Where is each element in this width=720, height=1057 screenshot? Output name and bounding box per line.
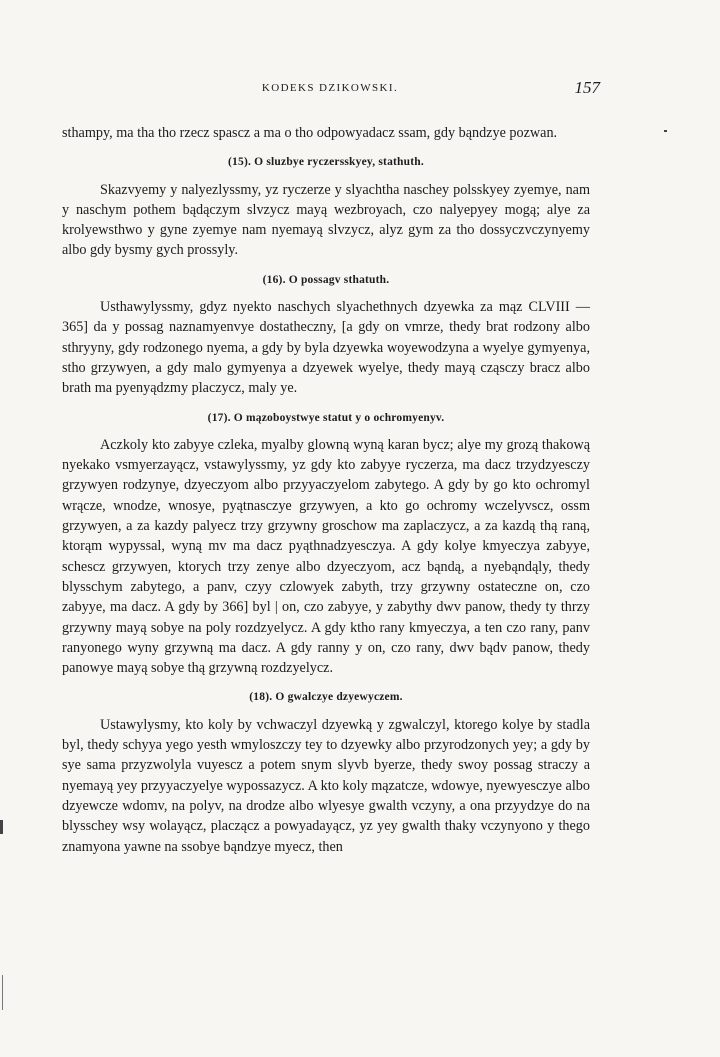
page-number: 157 xyxy=(574,78,600,97)
body-text xyxy=(62,123,590,857)
section-paragraph-16: Usthawylyssmy, gdyz nyekto naschych slyachethnych dzyewka za mąz CLVIII — 365] da y possag naznamyenvye dostatheczny, [a gdy on vmrze, thedy brat rodzony albo sthryyny, gdy rodzonego nyema, a gdy by byla dzyewka woyewodzyna a wyelye gymyenya, stho grzywyen, a gdy malo gymyenya a dzyewek wyelye, thedy mayą cząsczy bracz albo brath ma pyenyądzmy placzycz, maly ye. xyxy=(62,299,590,397)
section-paragraph-17: Aczkoly kto zabyye czleka, myalby glowną wyną karan bycz; alye my grozą thakową nyekako vsmyerzayącz, vstawylyssmy, yz gdy kto zabyye ryczerza, ma dacz trzydzyesczy grzywyen rodzynye, dzyeczyom albo przyyaczyelom zabytego. A gdy by go kto ochromyl wrącze, wnodze, wnosye, pyątnasczye grzywyen, a kto go ochromy wczelyvscz, ossm grzywyen, a za kazdy palyecz trzy grzywny groschow ma zaplaczycz, a za kazdą thą raną, ktorąm wypyssal, wyną mv ma dacz pyąthnadzyesczya. A gdy kolye kmyeczya zabyye, schescz grzywyen, ktorych trzy zenye albo dzyeczyom, acz bąndą, a nyebąndąly, thedy blysschym zabytego, a panv, czyy czlowyek zabyth, trzy grzywny ostateczne on, czo zabyye, ma dacz. A gdy by 366] byl | on, czo zabyye, y zabythy dwv panow, thedy ty thrzy grzywny mayą sobye na poly rozdzyelycz. A gdy ktho rany kmyeczya, a ten czo rany, panv ranyonego wyny grzywną ma dacz. A gdy ranny y on, czo rany, dwv bądv panow, thedy panowye mayą sobye thą grzywną rozdzyelycz. xyxy=(62,436,590,677)
section-paragraph-15: Skazvyemy y nalyezlyssmy, yz ryczerze y slyachtha naschey polsskyey zyemye, nam y naschym pothem bądączym slvzycz mayą wezbroyach, czo nalyepyey mogą; alye za krolyewsthwo y gyne zyemye nam nyemayą slvzycz, alyz gym za tho dossyczvczynyemy albo gdy bysmy gych prossyly. xyxy=(62,181,590,259)
section-heading-18: (18). O gwalczye dzyewyczem. xyxy=(249,691,403,704)
margin-mark-left-upper xyxy=(0,820,3,834)
margin-mark-left-lower xyxy=(2,975,3,1010)
page-header xyxy=(60,78,600,102)
section-heading-15: (15). O sluzbye ryczersskyey, stathuth. xyxy=(228,156,424,169)
section-heading-16: (16). O possagv sthatuth. xyxy=(262,273,390,286)
intro-paragraph: sthampy, ma tha tho rzecz spascz a ma o tho odpowyadacz ssam, gdy bąndzye pozwan. xyxy=(62,125,558,141)
running-head: KODEKS DZIKOWSKI. xyxy=(261,82,399,94)
margin-mark-right xyxy=(664,130,667,132)
section-paragraph-18: Ustawylysmy, kto koly by vchwaczyl dzyewką y zgwalczyl, ktorego kolye by stadla byl, thedy schyya yego yesth wmyloszczy tey to dzyewky albo przyrodzonych yey; a gdy by sye sama przyzwolyla vuyescz a potem snym slyvb byerze, thedy swoy possag straczy a nyemayą yey przyyaczyelye wypossazycz. A kto koly mązatcze, wdowye, nyewyesczye albo dzyewcze wdomv, na polyv, na drodze albo wlyesye gwalth vczyny, a ona przyydzye do na blysschey wsy wolayącz, placzącz a powyadayącz, yz yey gwalth thaky vczynyono y thego znamyona yawne na ssobye bąndzye myecz, then xyxy=(62,716,590,855)
section-heading-17: (17). O mązoboystwye statut y o ochromyenyv. xyxy=(207,411,445,424)
